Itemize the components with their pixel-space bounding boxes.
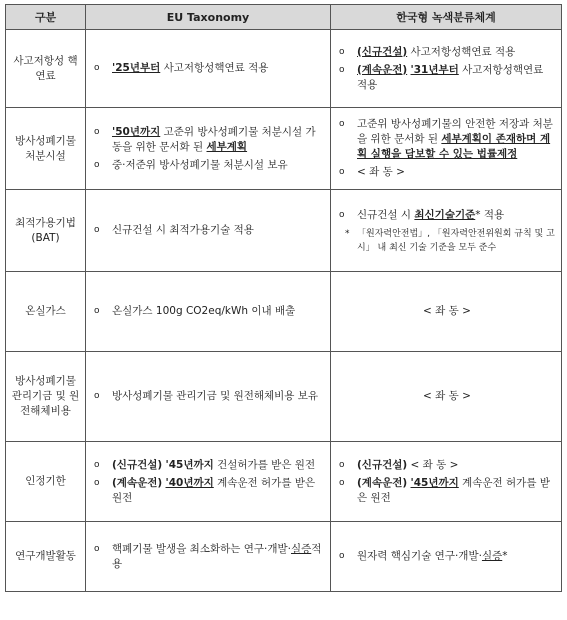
bullet-item bbox=[339, 165, 555, 180]
bullet-item bbox=[339, 208, 555, 223]
table-row bbox=[6, 272, 562, 352]
bullet-icon: o bbox=[339, 551, 345, 561]
bullet-text bbox=[112, 542, 324, 572]
eu-taxonomy-cell bbox=[86, 442, 331, 522]
category-cell: 사고저항성 핵연료 bbox=[6, 30, 86, 108]
bullet-text bbox=[112, 125, 324, 155]
eu-taxonomy-cell bbox=[86, 30, 331, 108]
bullet-text bbox=[357, 45, 555, 60]
text-run: < 좌 동 > bbox=[357, 166, 405, 178]
bullet-text bbox=[112, 223, 324, 238]
bullet-icon: o bbox=[94, 63, 100, 73]
bullet-item bbox=[339, 117, 555, 162]
text-run: (신규건설) bbox=[357, 45, 408, 58]
text-run: '40년까지 bbox=[165, 476, 214, 489]
bullet-item bbox=[94, 61, 324, 76]
bullet-icon: o bbox=[94, 477, 100, 488]
table-row bbox=[6, 190, 562, 272]
bullet-text bbox=[357, 549, 555, 564]
bullet-item bbox=[339, 476, 555, 506]
bullet-icon: o bbox=[339, 46, 345, 57]
category-cell: 방사성폐기물 처분시설 bbox=[6, 108, 86, 190]
text-run: 사고저항성핵연료 적용 bbox=[407, 45, 516, 58]
footnote-mark: * bbox=[345, 228, 350, 239]
eu-taxonomy-cell bbox=[86, 352, 331, 442]
eu-taxonomy-cell bbox=[86, 272, 331, 352]
bullet-item bbox=[94, 476, 324, 506]
table-row bbox=[6, 522, 562, 592]
k-taxonomy-cell bbox=[331, 442, 562, 522]
bullet-text bbox=[112, 389, 324, 404]
text-run: * 적용 bbox=[475, 208, 505, 221]
bullet-icon: o bbox=[94, 159, 100, 170]
bullet-text bbox=[112, 458, 324, 473]
bullet-icon: o bbox=[94, 126, 100, 137]
text-run: 건설허가를 받은 원전 bbox=[213, 458, 316, 471]
text-run: 방사성폐기물 관리기금 및 원전해체비용 보유 bbox=[112, 390, 319, 402]
header-category: 구분 bbox=[6, 5, 86, 30]
text-run: 최신기술기준 bbox=[414, 208, 476, 221]
text-run: '45년까지 bbox=[165, 458, 214, 471]
comparison-table bbox=[5, 4, 562, 592]
bullet-icon: o bbox=[94, 459, 100, 470]
text-run: 실증 bbox=[481, 550, 503, 562]
bullet-text bbox=[357, 476, 555, 506]
bullet-icon: o bbox=[339, 64, 345, 75]
bullet-icon: o bbox=[94, 543, 100, 554]
header-k-taxonomy: 한국형 녹색분류체계 bbox=[331, 5, 562, 30]
text-run: 계속운전 허가를 받은 원전 bbox=[112, 476, 316, 504]
bullet-item bbox=[94, 158, 324, 173]
text-run: 신규건설 시 최적가용기술 적용 bbox=[112, 224, 254, 236]
eu-taxonomy-cell bbox=[86, 190, 331, 272]
bullet-icon: o bbox=[339, 167, 345, 177]
bullet-item bbox=[94, 458, 324, 473]
text-run: '25년부터 bbox=[112, 62, 161, 74]
text-run: 고준위 방사성폐기물 처분시설 가동을 위한 문서화 된 bbox=[112, 125, 316, 153]
bullet-text bbox=[357, 208, 555, 223]
bullet-icon: o bbox=[339, 459, 345, 470]
bullet-item bbox=[94, 542, 324, 572]
bullet-text bbox=[357, 458, 555, 473]
text-run: '45년까지 bbox=[410, 476, 459, 489]
k-taxonomy-cell: < 좌 동 > bbox=[331, 272, 562, 352]
k-taxonomy-cell: < 좌 동 > bbox=[331, 352, 562, 442]
text-run: 사고저항성핵연료 적용 bbox=[357, 63, 544, 91]
category-cell: 연구개발활동 bbox=[6, 522, 86, 592]
bullet-text bbox=[112, 158, 324, 173]
category-cell: 온실가스 bbox=[6, 272, 86, 352]
text-run: 세부계획 bbox=[206, 140, 248, 153]
text-run: (계속운전) bbox=[357, 63, 408, 76]
table-row bbox=[6, 108, 562, 190]
text-run: 핵폐기물 발생을 최소화하는 연구·개발· bbox=[112, 542, 291, 555]
text-run: 중·저준위 방사성폐기물 처분시설 보유 bbox=[112, 158, 288, 171]
k-taxonomy-cell bbox=[331, 108, 562, 190]
bullet-item bbox=[94, 304, 324, 319]
k-taxonomy-cell bbox=[331, 522, 562, 592]
bullet-item bbox=[339, 549, 555, 564]
bullet-text bbox=[112, 476, 324, 506]
footnote-text: 「원자력안전법」, 「원자력안전위원회 규칙 및 고시」 내 최신 기술 기준을 모두 준수 bbox=[357, 228, 555, 253]
bullet-text bbox=[357, 117, 555, 162]
bullet-icon: o bbox=[94, 306, 100, 316]
bullet-icon: o bbox=[94, 225, 100, 235]
header-eu-taxonomy: EU Taxonomy bbox=[86, 5, 331, 30]
bullet-icon: o bbox=[94, 391, 100, 401]
bullet-text bbox=[357, 63, 555, 93]
text-run: 사고저항성핵연료 적용 bbox=[160, 62, 269, 74]
bullet-item bbox=[94, 223, 324, 238]
text-run: (계속운전) bbox=[112, 476, 163, 489]
table-row bbox=[6, 352, 562, 442]
header-row bbox=[6, 5, 562, 30]
text-run: '31년부터 bbox=[410, 63, 459, 76]
bullet-text bbox=[112, 304, 324, 319]
text-run: (신규건설) bbox=[112, 458, 163, 471]
table-row bbox=[6, 442, 562, 522]
bullet-item bbox=[339, 63, 555, 93]
text-run: < 좌 동 > bbox=[407, 458, 459, 471]
eu-taxonomy-cell bbox=[86, 522, 331, 592]
bullet-item bbox=[339, 45, 555, 60]
bullet-item bbox=[339, 458, 555, 473]
bullet-item bbox=[94, 125, 324, 155]
k-taxonomy-cell bbox=[331, 30, 562, 108]
text-run: 고준위 방사성폐기물의 안전한 저장과 처분을 위한 문서화 된 bbox=[357, 118, 553, 145]
bullet-text bbox=[357, 165, 555, 180]
category-cell: 인정기한 bbox=[6, 442, 86, 522]
text-run: 원자력 핵심기술 연구·개발· bbox=[357, 550, 482, 562]
footnote bbox=[345, 227, 555, 255]
text-run: 신규건설 시 bbox=[357, 208, 415, 221]
text-run: 계속운전 허가를 받은 원전 bbox=[357, 476, 550, 504]
text-run: (계속운전) bbox=[357, 476, 408, 489]
text-run: * bbox=[502, 550, 508, 562]
text-run: 온실가스 100g CO2eq/kWh 이내 배출 bbox=[112, 305, 296, 317]
bullet-item bbox=[94, 389, 324, 404]
category-cell: 최적가용기법 (BAT) bbox=[6, 190, 86, 272]
bullet-icon: o bbox=[339, 209, 345, 220]
eu-taxonomy-cell bbox=[86, 108, 331, 190]
table-row bbox=[6, 30, 562, 108]
bullet-text bbox=[112, 61, 324, 76]
text-run: (신규건설) bbox=[357, 458, 408, 471]
text-run: 적용 bbox=[112, 542, 322, 570]
text-run: 세부계획이 존재하며 계획 실행을 담보할 수 있는 법률제정 bbox=[357, 133, 551, 160]
k-taxonomy-cell bbox=[331, 190, 562, 272]
bullet-icon: o bbox=[339, 477, 345, 488]
text-run: '50년까지 bbox=[112, 125, 161, 138]
text-run: 실증 bbox=[290, 542, 312, 555]
bullet-icon: o bbox=[339, 119, 345, 129]
category-cell: 방사성폐기물 관리기금 및 원전해체비용 bbox=[6, 352, 86, 442]
